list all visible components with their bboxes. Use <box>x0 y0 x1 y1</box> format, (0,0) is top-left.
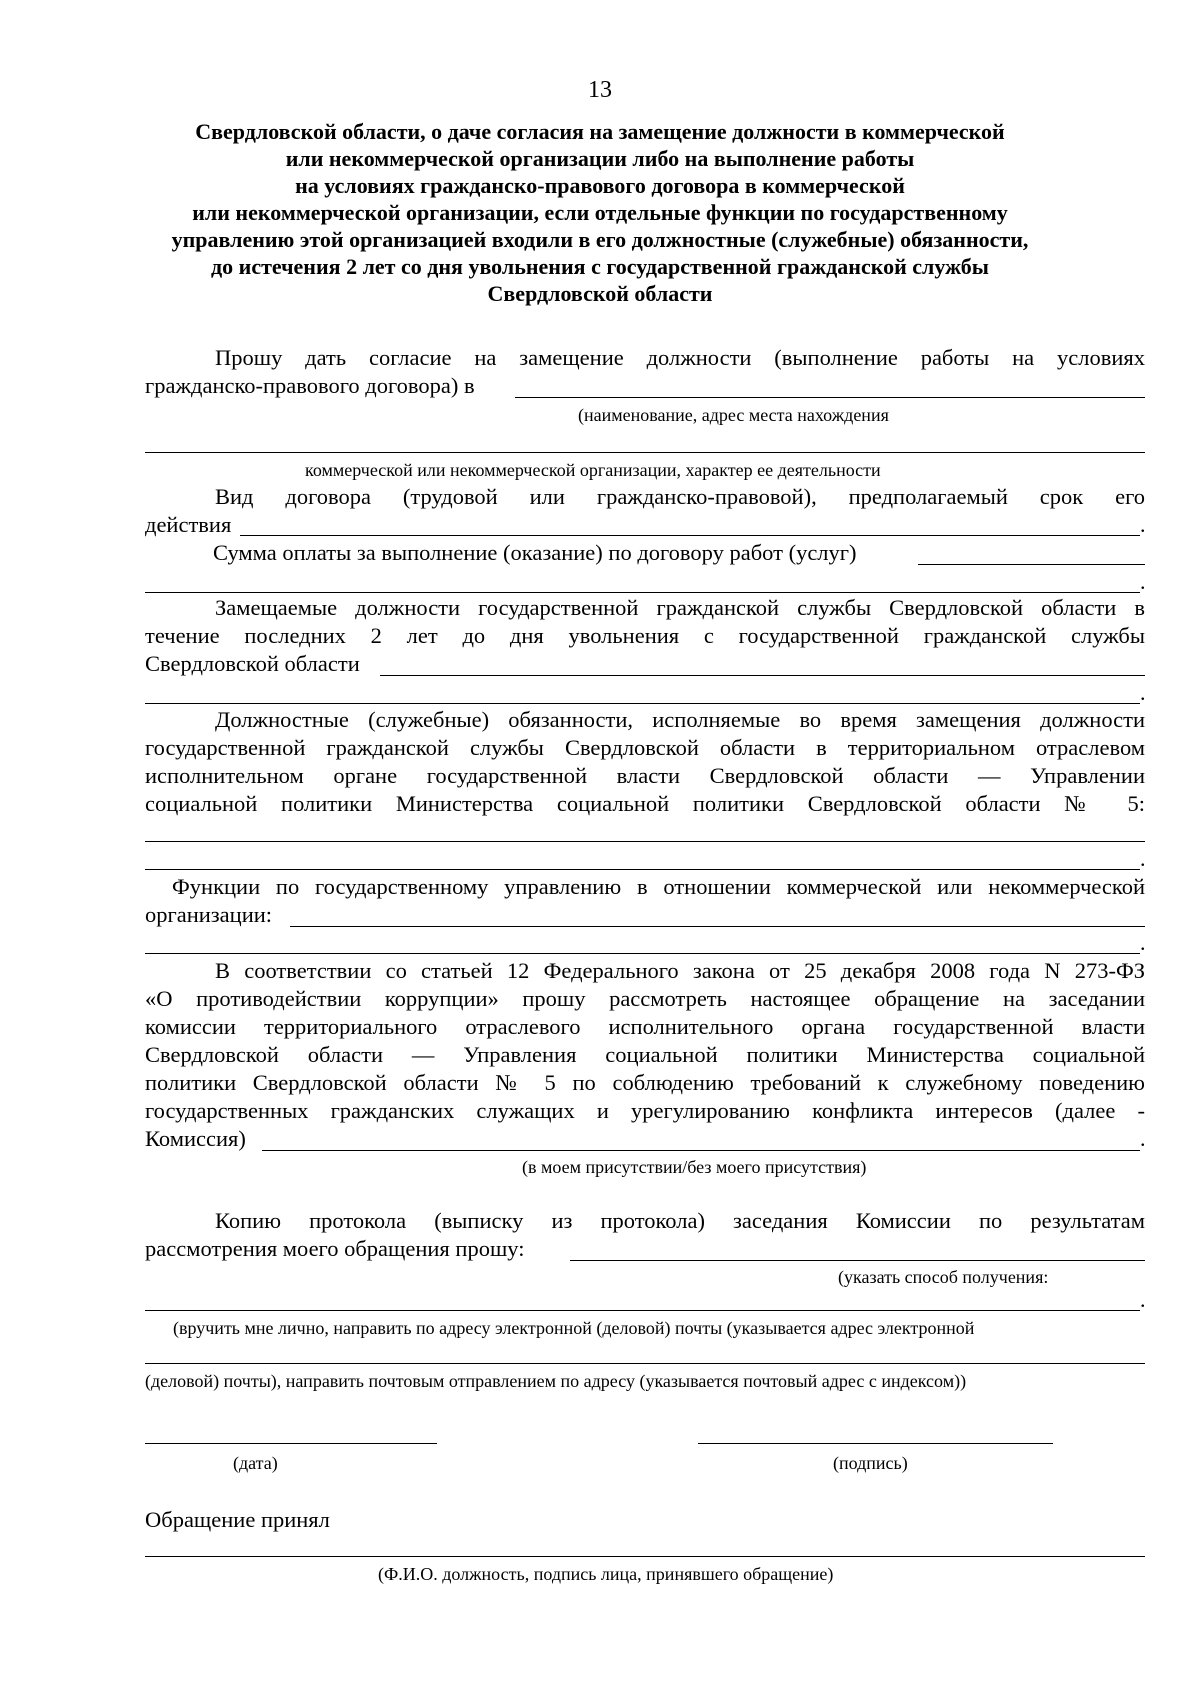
law-line-2: «О противодействии коррупции» прошу рассмотреть настоящее обращение на заседании <box>145 986 1145 1011</box>
title-line: до истечения 2 лет со дня увольнения с государственной гражданской службы <box>211 254 989 279</box>
organization-caption-1: (наименование, адрес места нахождения <box>578 405 889 425</box>
date-caption: (дата) <box>233 1453 278 1473</box>
law-line-1: В соответствии со статьей 12 Федерального закона от 25 декабря 2008 года N 273-ФЗ <box>215 958 1145 983</box>
contract-field[interactable] <box>240 535 1140 536</box>
presence-caption: (в моем присутствии/без моего присутствия) <box>522 1157 867 1177</box>
period: . <box>1140 930 1146 955</box>
organization-field-2[interactable] <box>145 452 1145 453</box>
copy-method-field-3[interactable] <box>145 1363 1145 1364</box>
period: . <box>1140 569 1146 594</box>
period: . <box>1140 1126 1146 1151</box>
functions-line-1: Функции по государственному управлению в отношении коммерческой или некоммерческой <box>172 874 1145 899</box>
positions-line-2: течение последних 2 лет до дня увольнения с государственной гражданской службы <box>145 623 1145 648</box>
duties-line-3: исполнительном органе государственной власти Свердловской области — Управлении <box>145 763 1145 788</box>
contract-line-2: действия <box>145 512 232 537</box>
law-line-5: политики Свердловской области № 5 по соблюдению требований к служебному поведению <box>145 1070 1145 1095</box>
positions-field[interactable] <box>380 675 1145 676</box>
copy-line-1: Копию протокола (выписку из протокола) заседания Комиссии по результатам <box>215 1208 1145 1233</box>
payment-field-2[interactable] <box>145 592 1140 593</box>
law-line-7: Комиссия) <box>145 1126 246 1151</box>
functions-field-2[interactable] <box>145 953 1140 954</box>
contract-line-1: Вид договора (трудовой или гражданско-правовой), предполагаемый срок его <box>215 484 1145 509</box>
period: . <box>1140 680 1146 705</box>
title-line: или некоммерческой организации либо на выполнение работы <box>285 146 915 171</box>
title-line: Свердловской области, о даче согласия на замещение должности в коммерческой <box>195 119 1005 144</box>
duties-line-2: государственной гражданской службы Свердловской области в территориальном отраслевом <box>145 735 1145 760</box>
duties-line-1: Должностные (служебные) обязанности, исполняемые во время замещения должности <box>215 707 1145 732</box>
copy-caption-3: (деловой) почты), направить почтовым отправлением по адресу (указывается почтовый адрес с индексом)) <box>145 1371 967 1391</box>
presence-field[interactable] <box>262 1150 1140 1151</box>
title-line: управлению этой организацией входили в его должностные (служебные) обязанности, <box>171 227 1029 252</box>
law-line-6: государственных гражданских служащих и урегулированию конфликта интересов (далее - <box>145 1098 1145 1123</box>
organization-field[interactable] <box>515 397 1145 398</box>
positions-line-1: Замещаемые должности государственной гражданской службы Свердловской области в <box>215 595 1145 620</box>
positions-line-3: Свердловской области <box>145 651 360 676</box>
title-line: или некоммерческой организации, если отдельные функции по государственному <box>192 200 1008 225</box>
functions-line-2: организации: <box>145 902 273 927</box>
period: . <box>1140 1287 1146 1312</box>
request-line-1: Прошу дать согласие на замещение должности (выполнение работы на условиях <box>215 345 1145 370</box>
accepted-caption: (Ф.И.О. должность, подпись лица, принявшего обращение) <box>378 1564 834 1584</box>
payment-label: Сумма оплаты за выполнение (оказание) по договору работ (услуг) <box>213 540 857 565</box>
page-number: 13 <box>588 77 612 103</box>
accepted-label: Обращение принял <box>145 1507 330 1532</box>
duties-field-2[interactable] <box>145 869 1140 870</box>
duties-field[interactable] <box>145 841 1145 842</box>
law-line-4: Свердловской области — Управления социальной политики Министерства социальной <box>145 1042 1145 1067</box>
copy-method-field[interactable] <box>570 1260 1145 1261</box>
request-line-2: гражданско-правового договора) в <box>145 373 475 398</box>
accepted-field[interactable] <box>145 1556 1145 1557</box>
duties-line-4: социальной политики Министерства социальной политики Свердловской области № 5: <box>145 791 1145 816</box>
copy-method-field-2[interactable] <box>145 1310 1140 1311</box>
copy-caption-2: (вручить мне лично, направить по адресу электронной (деловой) почты (указывается адрес электронной <box>173 1318 975 1338</box>
organization-caption-2: коммерческой или некоммерческой организации, характер ее деятельности <box>305 460 881 480</box>
signature-field[interactable] <box>698 1443 1053 1444</box>
functions-field[interactable] <box>290 926 1145 927</box>
title-line: Свердловской области <box>487 281 713 306</box>
signature-caption: (подпись) <box>833 1453 908 1473</box>
positions-field-2[interactable] <box>145 703 1140 704</box>
date-field[interactable] <box>145 1443 437 1444</box>
period: . <box>1140 512 1146 537</box>
copy-caption-1: (указать способ получения: <box>838 1267 1049 1287</box>
title-line: на условиях гражданско-правового договора в коммерческой <box>295 173 905 198</box>
document-title <box>140 118 1060 307</box>
copy-line-2: рассмотрения моего обращения прошу: <box>145 1236 525 1261</box>
period: . <box>1140 846 1146 871</box>
payment-field[interactable] <box>918 564 1145 565</box>
law-line-3: комиссии территориального отраслевого исполнительного органа государственной власти <box>145 1014 1145 1039</box>
